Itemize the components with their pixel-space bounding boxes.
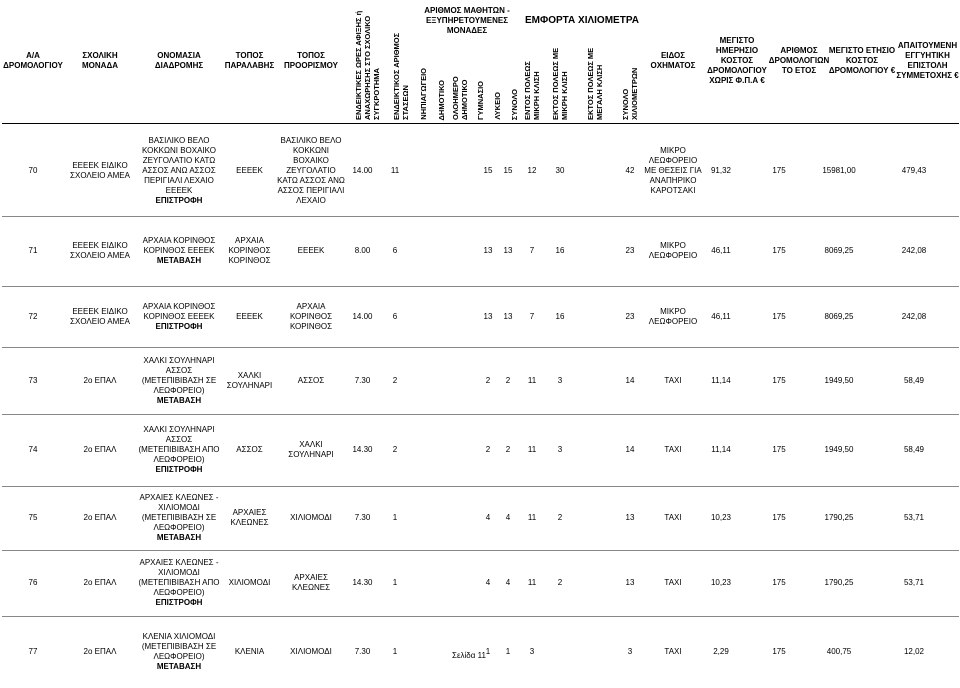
row-72-pickup: ΕΕΕΕΚ: [236, 311, 263, 321]
row-73-n1: [414, 347, 432, 414]
row-72-route: [136, 286, 222, 347]
row-70-n6: 15: [503, 165, 513, 175]
row-77-k2: [548, 616, 572, 688]
header-students-group: ΑΡΙΘΜΟΣ ΜΑΘΗΤΩΝ - ΕΞΥΠΗΡΕΤΟΥΜΕΝΕΣ ΜΟΝΑΔΕΣ: [424, 6, 510, 35]
header-destination: ΤΟΠΟΣ ΠΡΟΟΡΙΣΜΟΥ: [284, 51, 338, 70]
header-km-col-3: [620, 36, 640, 120]
route-name-text: ΑΡΧΑΙΑ ΚΟΡΙΝΘΟΣ ΚΟΡΙΝΘΟΣ ΕΕΕΕΚ: [142, 236, 216, 255]
row-74-dest: ΧΑΛΚΙ ΣΟΥΛΗΝΑΡΙ: [288, 440, 334, 459]
header-student-col-4: [489, 42, 506, 120]
row-77-routes: 175: [772, 647, 786, 656]
row-77-n5: 1: [485, 647, 491, 656]
header-student-col-2: [449, 42, 471, 120]
row-75-school: 2ο ΕΠΑΛ: [83, 513, 117, 522]
row-73-k4: 14: [625, 375, 635, 385]
row-71-n1: [414, 216, 432, 286]
row-75-k4: 13: [625, 513, 635, 522]
route-name-text: ΑΡΧΑΙΑ ΚΟΡΙΝΘΟΣ ΚΟΡΙΝΘΟΣ ΕΕΕΕΚ: [142, 301, 216, 321]
row-75-k2: 2: [557, 513, 563, 522]
row-74-guar: 58,49: [903, 445, 925, 454]
row-76-time: 14.30: [352, 578, 373, 587]
row-75-vehicle: ΤΑΧΙ: [664, 513, 682, 522]
row-73-n5: 2: [485, 375, 491, 385]
row-76-school: 2ο ΕΠΑΛ: [83, 578, 117, 587]
row-71-k4: 23: [625, 246, 635, 255]
row-74-k3: [582, 414, 608, 486]
row-73-school: 2ο ΕΠΑΛ: [83, 375, 117, 385]
header-pickup: ΤΟΠΟΣ ΠΑΡΑΛΑΒΗΣ: [224, 51, 275, 70]
row-76-aa: 76: [28, 578, 38, 587]
row-71-n6: 13: [503, 246, 513, 255]
route-direction-text: ΕΠΙΣΤΡΟΦΗ: [155, 195, 203, 205]
row-72-n2: [432, 286, 449, 347]
row-77-k1: 3: [529, 647, 535, 656]
row-74-k4: 14: [625, 445, 635, 454]
header-km-col-1-text: ΕΚΤΟΣ ΠΟΛΕΩΣ ΜΕ ΜΙΚΡΗ ΚΛΙΣΗ: [551, 47, 569, 120]
row-72-annual: 8069,25: [824, 311, 854, 321]
row-74-k2: 3: [557, 445, 563, 454]
route-direction-text: ΜΕΤΑΒΑΣΗ: [156, 256, 202, 265]
row-74-time: 14.30: [352, 445, 373, 454]
row-76-daily: 10,23: [710, 578, 732, 587]
header-km-col-2-text: ΕΚΤΟΣ ΠΟΛΕΩΣ ΜΕ ΜΕΓΑΛΗ ΚΛΙΣΗ: [586, 47, 604, 120]
row-74-n2: [432, 414, 449, 486]
row-74-n1: [414, 414, 432, 486]
row-71-school: ΕΕΕΕΚ ΕΙΔΙΚΟ ΣΧΟΛΕΙΟ ΑΜΕΑ: [70, 241, 130, 260]
row-71-stops: 6: [392, 246, 398, 255]
row-77-guar: 12,02: [903, 647, 925, 656]
route-direction-text: ΜΕΤΑΒΑΣΗ: [156, 533, 202, 542]
row-74-n5: 2: [485, 445, 491, 454]
page-number: Σελίδα 11: [452, 651, 486, 660]
route-direction-text: ΕΠΙΣΤΡΟΦΗ: [155, 321, 203, 331]
route-direction-text: ΜΕΤΑΒΑΣΗ: [156, 395, 202, 405]
header-divider: [2, 123, 959, 124]
row-72-dest: ΑΡΧΑΙΑ ΚΟΡΙΝΘΟΣ ΚΟΡΙΝΘΟΣ: [289, 301, 333, 331]
header-stops-text: ΕΝΔΕΙΚΤΙΚΟΣ ΑΡΙΘΜΟΣ ΣΤΑΣΕΩΝ: [392, 32, 410, 120]
row-72-aa: 72: [28, 311, 38, 321]
row-73-k1: 11: [527, 375, 537, 385]
row-74-n3: [449, 414, 471, 486]
row-71-n5: 13: [483, 246, 493, 255]
row-75-n2: [432, 486, 449, 550]
row-70-pickup: ΕΕΕΕΚ: [236, 165, 263, 175]
row-73-vehicle: ΤΑΧΙ: [664, 375, 682, 385]
header-km-col-1: [548, 36, 572, 120]
header-student-col-3-text: ΓΥΜΝΑΣΙΟ: [475, 80, 485, 120]
row-72-guar: 242,08: [901, 311, 927, 321]
row-73-pickup: ΧΑΛΚΙ ΣΟΥΛΗΝΑΡΙ: [226, 370, 273, 390]
row-75-n3: [449, 486, 471, 550]
header-km-group: ΕΜΦΟΡΤΑ ΧΙΛΙΟΜΕΤΡΑ: [525, 15, 639, 26]
route-name-text: ΑΡΧΑΙΕΣ ΚΛΕΩΝΕΣ - ΧΙΛΙΟΜΟΔΙ (ΜΕΤΕΠΙΒΙΒΑΣΗ ΑΠΟ ΛΕΩΦΟΡΕΙΟ): [138, 558, 220, 597]
row-70-k4: 42: [625, 165, 635, 175]
row-77-stops: 1: [392, 647, 398, 656]
row-73-annual: 1949,50: [824, 375, 854, 385]
row-76-n1: [414, 550, 432, 616]
row-70-aa: 70: [28, 165, 38, 175]
route-name-text: ΧΑΛΚΙ ΣΟΥΛΗΝΑΡΙ ΑΣΣΟΣ (ΜΕΤΕΠΙΒΙΒΑΣΗ ΣΕ ΛΕΩΦΟΡΕΙΟ): [141, 355, 217, 395]
header-route-name: ΟΝΟΜΑΣΙΑ ΔΙΑΔΡΟΜΗΣ: [154, 51, 204, 70]
header-student-col-4-text: ΛΥΚΕΙΟ: [493, 92, 502, 120]
header-student-col-5-text: ΣΥΝΟΛΟ: [509, 88, 519, 120]
row-77-k3: [582, 616, 608, 688]
row-73-dest: ΑΣΣΟΣ: [297, 375, 325, 385]
row-71-time: 8.00: [354, 246, 371, 255]
row-73-guar: 58,49: [903, 375, 925, 385]
row-75-time: 7.30: [354, 513, 371, 522]
header-aa: Α/Α ΔΡΟΜΟΛΟΓΙΟΥ: [3, 51, 63, 70]
row-77-aa: 77: [28, 647, 38, 656]
row-71-n2: [432, 216, 449, 286]
row-75-annual: 1790,25: [824, 513, 854, 522]
row-70-routes: 175: [772, 165, 786, 175]
row-74-aa: 74: [28, 445, 38, 454]
route-direction-text: ΕΠΙΣΤΡΟΦΗ: [155, 465, 203, 474]
header-km-col-0-text: ΕΝΤΟΣ ΠΟΛΕΩΣ ΜΙΚΡΗ ΚΛΙΣΗ: [523, 61, 541, 120]
row-73-n6: 2: [505, 375, 511, 385]
row-76-k3: [582, 550, 608, 616]
row-74-vehicle: ΤΑΧΙ: [664, 445, 682, 454]
row-71-k3: [582, 216, 608, 286]
row-73-time: 7.30: [354, 375, 371, 385]
row-76-annual: 1790,25: [824, 578, 854, 587]
row-71-n3: [449, 216, 471, 286]
row-76-k1: 11: [527, 578, 537, 587]
row-71-k2: 16: [555, 246, 565, 255]
row-76-n2: [432, 550, 449, 616]
row-70-k2: 30: [555, 165, 565, 175]
row-72-n6: 13: [503, 311, 513, 321]
row-77-daily: 2,29: [713, 647, 729, 656]
row-72-vehicle: ΜΙΚΡΟ ΛΕΩΦΟΡΕΙΟ: [648, 306, 698, 326]
row-74-pickup: ΑΣΣΟΣ: [236, 445, 263, 454]
row-76-routes: 175: [772, 578, 786, 587]
header-student-col-3: [471, 42, 489, 120]
row-71-vehicle: ΜΙΚΡΟ ΛΕΩΦΟΡΕΙΟ: [648, 241, 698, 260]
row-75-k3: [582, 486, 608, 550]
row-77-annual: 400,75: [826, 647, 852, 656]
header-max-annual: ΜΕΓΙΣΤΟ ΕΤΗΣΙΟ ΚΟΣΤΟΣ ΔΡΟΜΟΛΟΓΙΟΥ €: [828, 46, 896, 75]
row-72-k3: [582, 286, 608, 347]
row-77-n6: 1: [505, 647, 511, 656]
row-74-daily: 11,14: [711, 445, 731, 454]
row-76-stops: 1: [392, 578, 398, 587]
row-70-dest: ΒΑΣΙΛΙΚΟ ΒΕΛΟ ΚΟΚΚΩΝΙ ΒΟΧΑΙΚΟ ΖΕΥΓΟΛΑΤΙΟ ΚΑΤΩ ΑΣΣΟΣ ΑΝΩ ΑΣΣΟΣ ΠΕΡΙΓΙΑΛΙ ΛΕΧΑΙΟ: [277, 135, 345, 205]
row-77-dest: ΧΙΛΙΟΜΟΔΙ: [290, 647, 332, 656]
row-74-route: [136, 414, 222, 486]
header-stops: [390, 2, 412, 120]
header-num-routes: ΑΡΙΘΜΟΣ ΔΡΟΜΟΛΟΓΙΩΝ ΤΟ ΕΤΟΣ: [768, 46, 830, 75]
row-70-route: [136, 125, 222, 216]
row-77-n1: [414, 616, 432, 688]
row-71-pickup: ΑΡΧΑΙΑ ΚΟΡΙΝΘΟΣ ΚΟΡΙΝΘΟΣ: [228, 236, 271, 265]
row-72-routes: 175: [772, 311, 786, 321]
row-70-school: ΕΕΕΕΚ ΕΙΔΙΚΟ ΣΧΟΛΕΙΟ ΑΜΕΑ: [70, 160, 130, 180]
row-75-dest: ΧΙΛΙΟΜΟΔΙ: [290, 513, 332, 522]
row-75-pickup: ΑΡΧΑΙΕΣ ΚΛΕΩΝΕΣ: [230, 508, 269, 527]
row-75-n6: 4: [505, 513, 511, 522]
row-71-guar: 242,08: [901, 246, 927, 255]
row-70-guar: 479,43: [901, 165, 927, 175]
row-73-routes: 175: [772, 375, 786, 385]
row-73-aa: 73: [28, 375, 38, 385]
row-73-n2: [432, 347, 449, 414]
row-76-pickup: ΧΙΛΙΟΜΟΔΙ: [228, 578, 271, 587]
row-73-stops: 2: [392, 375, 398, 385]
row-76-dest: ΑΡΧΑΙΕΣ ΚΛΕΩΝΕΣ: [291, 573, 331, 592]
row-71-k1: 7: [529, 246, 535, 255]
row-76-guar: 53,71: [903, 578, 925, 587]
row-72-n3: [449, 286, 471, 347]
header-vehicle: ΕΙΔΟΣ ΟΧΗΜΑΤΟΣ: [650, 51, 696, 70]
row-76-n5: 4: [485, 578, 491, 587]
row-70-annual: 15981,00: [822, 165, 856, 175]
header-km-col-3-text: ΣΥΝΟΛΟ ΧΙΛΙΟΜΕΤΡΩΝ: [621, 67, 639, 120]
row-76-vehicle: ΤΑΧΙ: [664, 578, 682, 587]
route-name-text: ΧΑΛΚΙ ΣΟΥΛΗΝΑΡΙ ΑΣΣΟΣ (ΜΕΤΕΠΙΒΙΒΑΣΗ ΑΠΟ ΛΕΩΦΟΡΕΙΟ): [138, 425, 220, 464]
row-76-route: [136, 550, 222, 616]
row-75-route: [136, 486, 222, 550]
row-70-k1: 12: [527, 165, 537, 175]
row-72-k2: 16: [555, 311, 565, 321]
row-73-k2: 3: [557, 375, 563, 385]
row-72-n5: 13: [483, 311, 493, 321]
row-71-aa: 71: [28, 246, 38, 255]
row-77-pickup: ΚΛΕΝΙΑ: [234, 647, 265, 656]
header-guarantee: ΑΠΑΙΤΟΥΜΕΝΗ ΕΓΓΥΗΤΙΚΗ ΕΠΙΣΤΟΛΗ ΣΥΜΜΕΤΟΧΗΣ €: [896, 41, 959, 80]
row-77-route: [136, 616, 222, 688]
row-75-daily: 10,23: [710, 513, 732, 522]
row-73-n3: [449, 347, 471, 414]
row-73-k3: [582, 347, 608, 414]
header-time: [345, 2, 390, 120]
row-71-route: [136, 216, 222, 286]
row-70-n5: 15: [483, 165, 493, 175]
header-student-col-1: [432, 42, 450, 120]
row-70-n2: [432, 125, 449, 216]
row-76-n6: 4: [505, 578, 511, 587]
row-73-daily: 11,14: [711, 375, 731, 385]
header-km-col-0: [520, 36, 544, 120]
header-max-daily: ΜΕΓΙΣΤΟ ΗΜΕΡΗΣΙΟ ΚΟΣΤΟΣ ΔΡΟΜΟΛΟΓΙΟΥ ΧΩΡΙΣ Φ.Π.Α €: [707, 36, 767, 85]
row-71-daily: 46,11: [711, 246, 731, 255]
row-72-daily: 46,11: [711, 311, 731, 321]
row-71-routes: 175: [772, 246, 786, 255]
row-73-route: [136, 347, 222, 414]
row-75-guar: 53,71: [903, 513, 925, 522]
row-72-time: 14.00: [352, 311, 373, 321]
row-75-k1: 11: [527, 513, 537, 522]
route-name-text: ΒΑΣΙΛΙΚΟ ΒΕΛΟ ΚΟΚΚΩΝΙ ΒΟΧΑΙΚΟ ΖΕΥΓΟΛΑΤΙΟ ΚΑΤΩ ΑΣΣΟΣ ΑΝΩ ΑΣΣΟΣ ΠΕΡΙΓΙΑΛΙ ΛΕΧΑΙΟ ΕΕΕΕΚ: [142, 135, 216, 195]
row-76-n3: [449, 550, 471, 616]
route-name-text: ΑΡΧΑΙΕΣ ΚΛΕΩΝΕΣ - ΧΙΛΙΟΜΟΔΙ (ΜΕΤΕΠΙΒΙΒΑΣΗ ΣΕ ΛΕΩΦΟΡΕΙΟ): [139, 493, 219, 532]
row-77-school: 2ο ΕΠΑΛ: [83, 647, 117, 656]
header-time-text: ΕΝΔΕΙΚΤΙΚΕΣ ΩΡΕΣ ΑΦΙΞΗΣ ή ΑΝΑΧΩΡΗΣΗΣ ΣΤΟ ΣΧΟΛΙΚΟ ΣΥΓΚΡΟΤΗΜΑ: [354, 10, 381, 120]
row-70-k3: [582, 125, 608, 216]
row-74-school: 2ο ΕΠΑΛ: [83, 445, 117, 454]
header-student-col-0-text: ΝΗΠΙΑΓΩΓΕΙΟ: [418, 68, 428, 120]
row-77-time: 7.30: [354, 647, 371, 656]
header-km-col-2: [582, 36, 608, 120]
header-school: ΣΧΟΛΙΚΗ ΜΟΝΑΔΑ: [82, 51, 118, 70]
header-student-col-0: [414, 42, 432, 120]
header-student-col-1-text: ΔΗΜΟΤΙΚΟ: [436, 79, 446, 120]
row-77-n2: [432, 616, 449, 688]
row-74-k1: 11: [527, 445, 537, 454]
row-71-annual: 8069,25: [824, 246, 854, 255]
row-70-stops: 11: [390, 165, 400, 175]
row-74-routes: 175: [772, 445, 786, 454]
row-72-k1: 7: [529, 311, 535, 321]
row-72-n1: [414, 286, 432, 347]
row-70-n3: [449, 125, 471, 216]
header-student-col-2-text: ΟΛΟΗΜΕΡΟ ΔΗΜΟΤΙΚΟ: [451, 76, 469, 120]
row-76-k2: 2: [557, 578, 563, 587]
row-70-vehicle: ΜΙΚΡΟ ΛΕΩΦΟΡΕΙΟ ΜΕ ΘΕΣΕΙΣ ΓΙΑ ΑΝΑΠΗΡΙΚΟ ΚΑΡΟΤΣΑΚΙ: [644, 145, 702, 195]
row-70-daily: 91,32: [710, 165, 732, 175]
route-name-text: ΚΛΕΝΙΑ ΧΙΛΙΟΜΟΔΙ (ΜΕΤΕΠΙΒΙΒΑΣΗ ΣΕ ΛΕΩΦΟΡΕΙΟ): [141, 632, 217, 661]
routes-table: [2, 2, 959, 686]
row-70-n1: [414, 125, 432, 216]
row-74-annual: 1949,50: [824, 445, 854, 454]
row-72-stops: 6: [392, 311, 398, 321]
row-75-n5: 4: [485, 513, 491, 522]
row-75-routes: 175: [772, 513, 786, 522]
row-75-aa: 75: [28, 513, 38, 522]
row-70-time: 14.00: [352, 165, 373, 175]
row-72-k4: 23: [625, 311, 635, 321]
row-72-school: ΕΕΕΕΚ ΕΙΔΙΚΟ ΣΧΟΛΕΙΟ ΑΜΕΑ: [70, 306, 130, 326]
route-direction-text: ΜΕΤΑΒΑΣΗ: [156, 662, 202, 671]
row-76-k4: 13: [625, 578, 635, 587]
row-77-vehicle: ΤΑΧΙ: [664, 647, 682, 656]
row-75-n1: [414, 486, 432, 550]
route-direction-text: ΕΠΙΣΤΡΟΦΗ: [155, 598, 203, 607]
row-77-k4: 3: [627, 647, 633, 656]
row-74-stops: 2: [392, 445, 398, 454]
row-75-stops: 1: [392, 513, 398, 522]
row-71-dest: ΕΕΕΕΚ: [297, 246, 325, 255]
row-74-n6: 2: [505, 445, 511, 454]
